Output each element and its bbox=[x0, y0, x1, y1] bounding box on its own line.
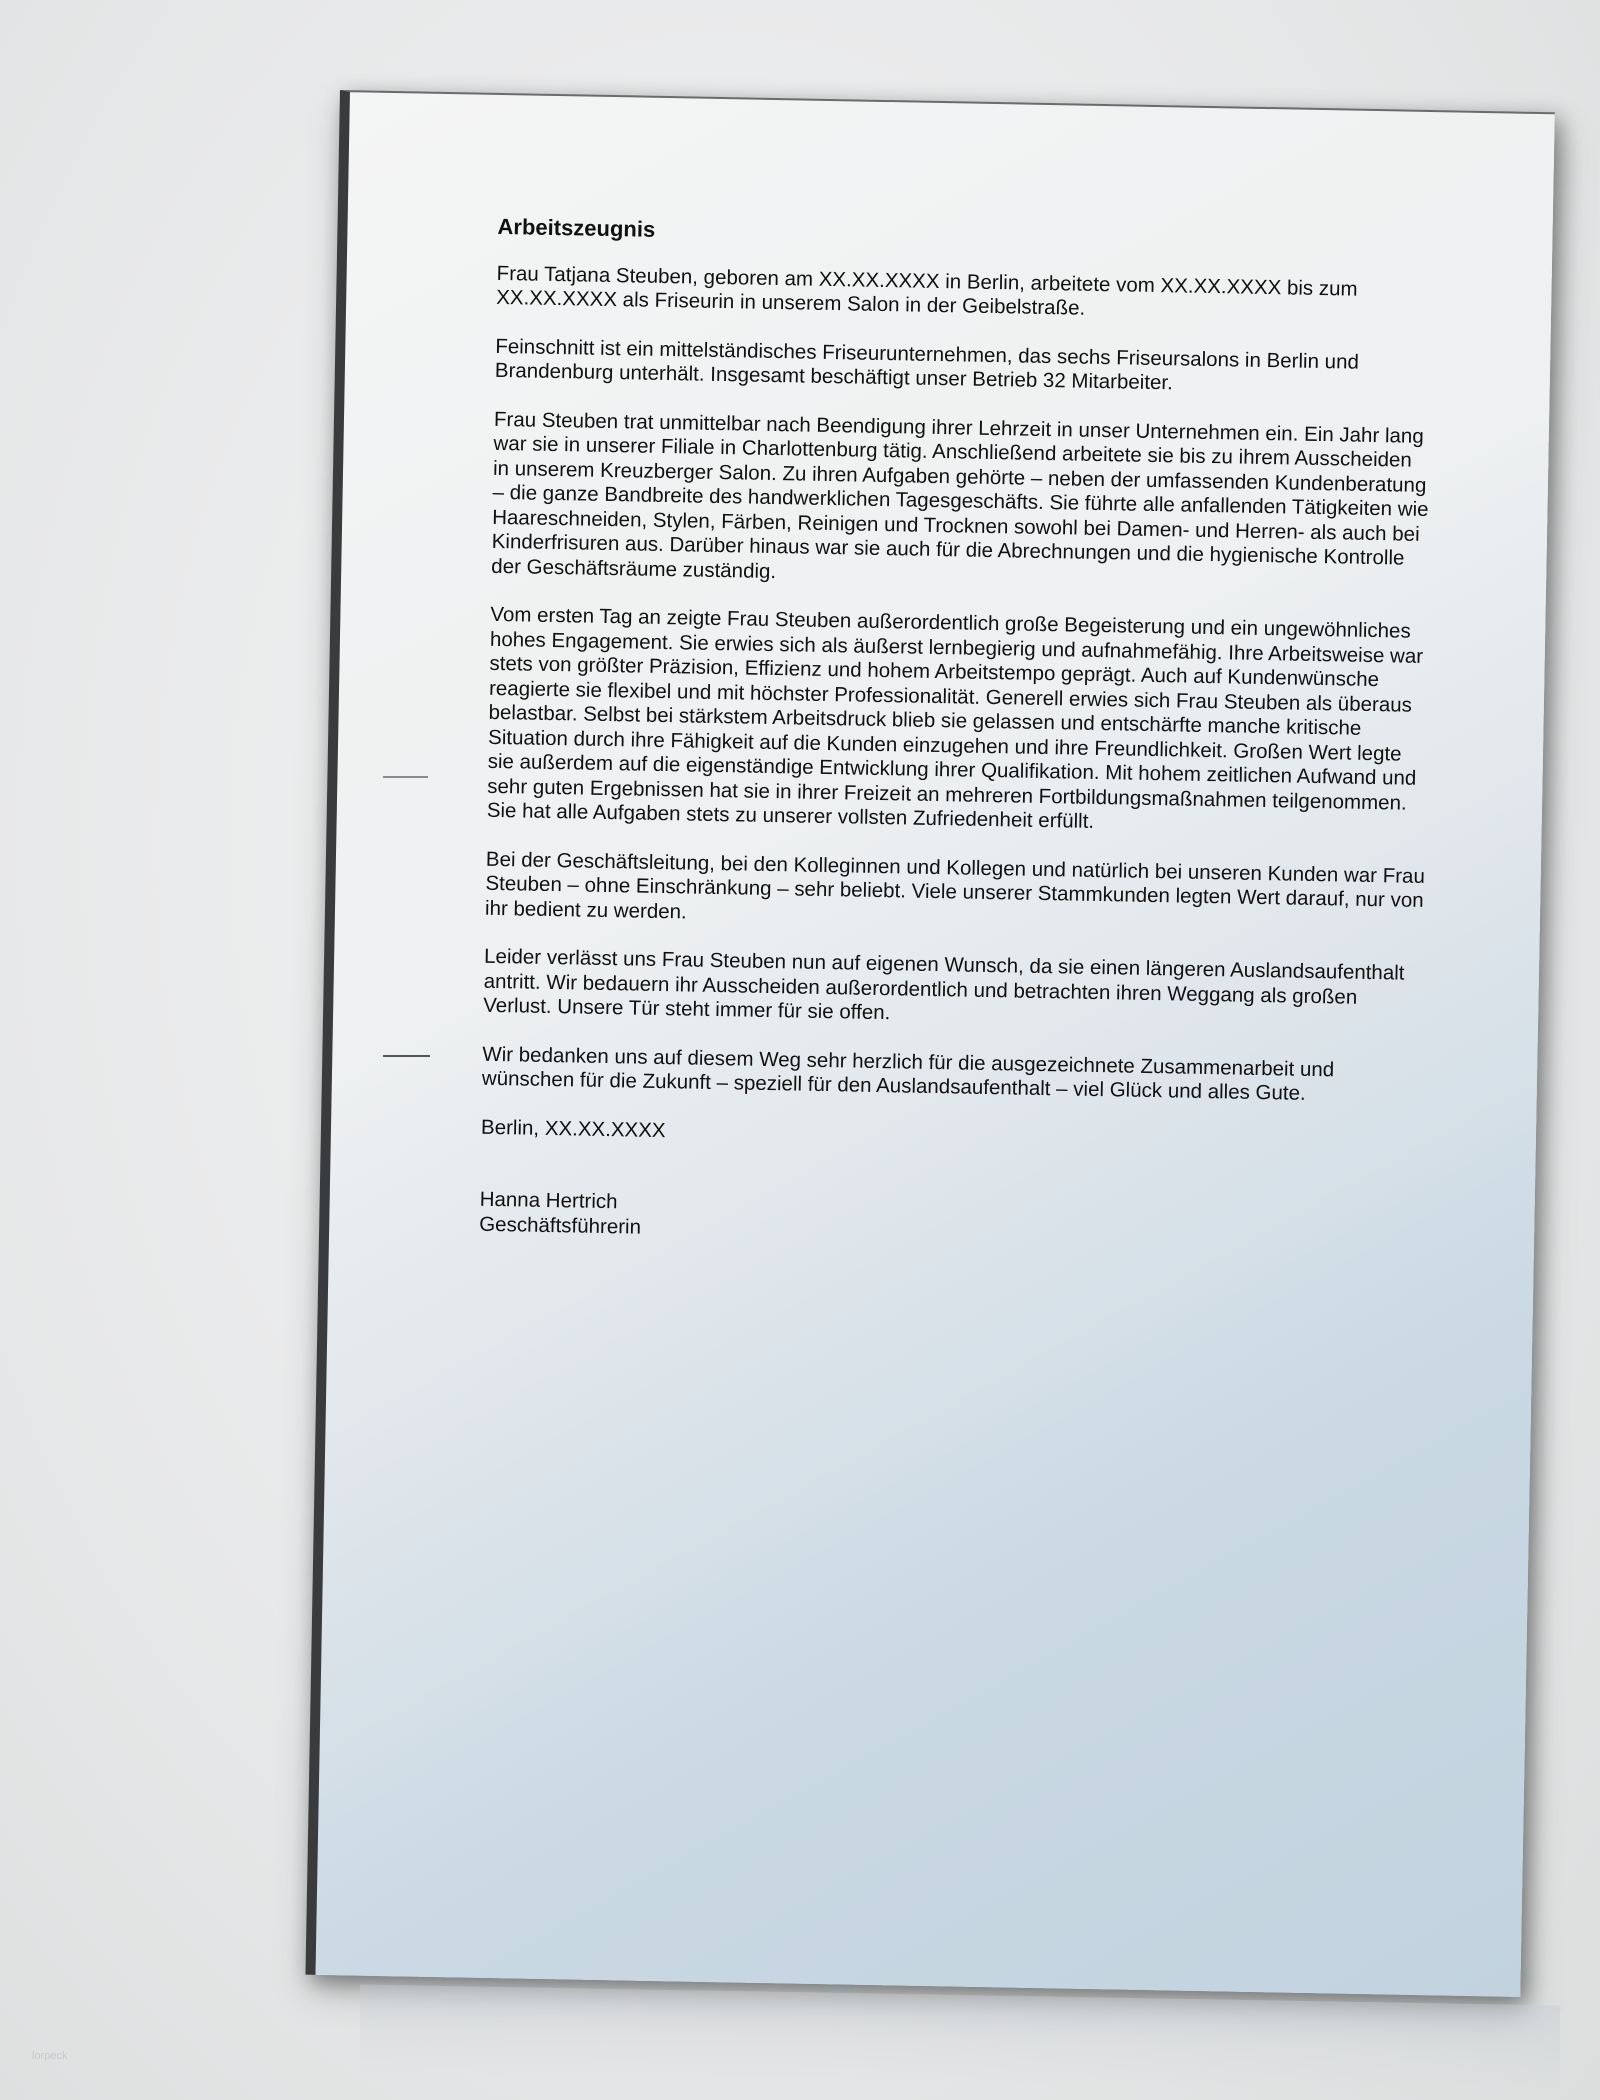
document-body bbox=[479, 215, 1438, 1254]
fold-mark bbox=[383, 776, 428, 778]
paragraph-departure: Leider verlässt uns Frau Steuben nun auf eigenen Wunsch, da sie einen längeren Auslandsaufenthalt antritt. Wir bedauern ihr Ausscheiden außerordentlich und betrachten ihren Weggang als großen Verlust. Unsere Tür steht immer für sie offen. bbox=[483, 944, 1405, 1025]
document-sheet bbox=[305, 90, 1554, 1997]
watermark: lorpeck bbox=[32, 2050, 68, 2062]
punch-mark bbox=[383, 1055, 430, 1057]
paragraph-performance: Vom ersten Tag an zeigte Frau Steuben außerordentlich große Begeisterung und ein ungewöhnliches hohes Engagement. Sie erwies sich als äußerst lernbegierig und aufnahmefähig. Ihre Arbeitsweise war stets von größter Präzision, Effizienz und hohem Arbeitstempo geprägt. Auch auf Kundenwünsche reagierte sie flexibel und mit höchster Professionalität. Generell erwies sich Frau Steuben als überaus belastbar. Selbst bei stärkstem Arbeitsdruck blieb sie gelassen und entschärfte manche kritische Situation durch ihre Fähigkeit auf die Kunden einzugehen und ihre Freundlichkeit. Großen Wert legte sie außerdem auf die eigenständige Entwicklung ihrer Qualifikation. Mit hohem zeitlichen Aufwand und sehr guten Ergebnissen hat sie in ihrer Freizeit an mehreren Fortbildungsmaßnahmen teilgenommen. Sie hat alle Aufgaben stets zu unserer vollsten Zufriedenheit erfüllt. bbox=[486, 602, 1424, 833]
signer-role: Geschäftsführerin bbox=[479, 1212, 642, 1239]
paragraph-closing: Wir bedanken uns auf diesem Weg sehr herzlich für die ausgezeichnete Zusammenarbeit und wünschen für die Zukunft – speziell für den Auslandsaufenthalt – viel Glück und alles Gute. bbox=[481, 1042, 1335, 1105]
signer-name: Hanna Hertrich bbox=[479, 1187, 618, 1214]
paragraph-duties: Frau Steuben trat unmittelbar nach Beendigung ihrer Lehrzeit in unser Unternehmen ein. Ein Jahr lang war sie in unserer Filiale in Charlottenburg tätig. Anschließend arbeitete sie bis zu ihrem Ausscheiden in unserem Kreuzberger Salon. Zu ihren Aufgaben gehörte – neben der umfassenden Kundenberatung – die ganze Bandbreite des handwerklichen Tagesgeschäfts. Sie führte alle anfallenden Tätigkeiten wie Haareschneiden, Stylen, Färben, Reinigen und Trocknen sowohl bei Damen- und Herren- als auch bei Kinderfrisuren aus. Darüber hinaus war sie auch für die Abrechnungen und die hygienische Kontrolle der Geschäftsräume zuständig. bbox=[491, 407, 1429, 583]
signature-block bbox=[479, 1188, 1420, 1254]
document-title: Arbeitszeugnis bbox=[497, 213, 656, 242]
place-date: Berlin, XX.XX.XXXX bbox=[480, 1115, 666, 1142]
paragraph-social: Bei der Geschäftsleitung, bei den Kolleginnen und Kollegen und natürlich bei unseren Kunden war Frau Steuben – ohne Einschränkung – sehr beliebt. Viele unserer Stammkunden legten Wert darauf, nur von ihr bedient zu werden. bbox=[484, 847, 1426, 923]
paragraph-company: Feinschnitt ist ein mittelständisches Friseurunternehmen, das sechs Friseursalons in Berlin und Brandenburg unterhält. Insgesamt beschäftigt unser Betrieb 32 Mitarbeiter. bbox=[494, 334, 1360, 395]
paragraph-employment: Frau Tatjana Steuben, geboren am XX.XX.XXXX in Berlin, arbeitete vom XX.XX.XXXX bis zum XX.XX.XXXX als Friseurin in unserem Salon in der Geibelstraße. bbox=[496, 261, 1358, 320]
